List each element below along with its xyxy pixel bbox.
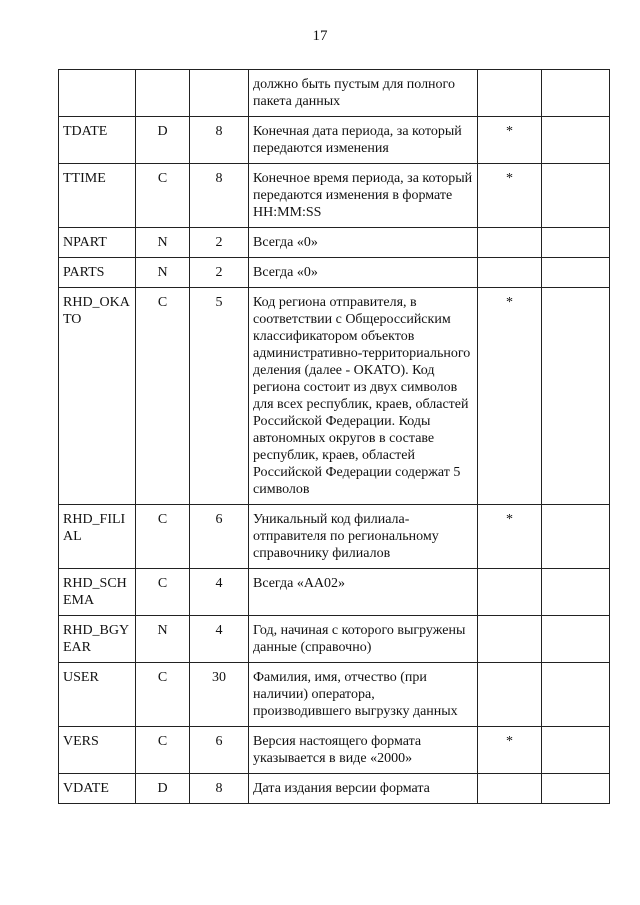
field-description-cell — [249, 70, 478, 117]
field-length-text: 8 — [215, 171, 223, 186]
field-type-text: N — [157, 235, 168, 250]
field-type-cell — [136, 616, 190, 663]
field-required-cell — [478, 505, 542, 569]
field-type-cell — [136, 164, 190, 228]
table-row — [59, 616, 610, 663]
field-length-cell — [190, 288, 249, 505]
field-name-cell — [59, 70, 136, 117]
field-description-cell — [249, 616, 478, 663]
table-row — [59, 258, 610, 288]
field-name-text: VDATE — [63, 781, 109, 796]
field-length-text: 4 — [215, 623, 223, 638]
field-type-text: C — [157, 670, 168, 685]
table-row — [59, 569, 610, 616]
field-note-cell — [542, 228, 610, 258]
table-row — [59, 70, 610, 117]
table-row — [59, 164, 610, 228]
field-length-text: 2 — [215, 265, 223, 280]
field-length-cell — [190, 569, 249, 616]
field-description-cell — [249, 117, 478, 164]
field-note-cell — [542, 117, 610, 164]
field-required-cell — [478, 228, 542, 258]
field-name-cell — [59, 288, 136, 505]
field-name-text: VERS — [63, 734, 99, 749]
table-row — [59, 228, 610, 258]
field-description-text: Фамилия, имя, отчество (при наличии) оператора, производившего выгрузку данных — [253, 670, 458, 719]
field-type-text: C — [157, 295, 168, 310]
field-description-cell — [249, 258, 478, 288]
field-description-cell — [249, 164, 478, 228]
field-description-cell — [249, 569, 478, 616]
field-name-cell — [59, 505, 136, 569]
field-description-text: должно быть пустым для полного пакета данных — [253, 77, 455, 109]
field-description-text: Всегда «0» — [253, 235, 318, 250]
field-length-cell — [190, 616, 249, 663]
field-name-cell — [59, 774, 136, 804]
field-required-text: * — [506, 124, 513, 139]
field-type-cell — [136, 228, 190, 258]
field-description-cell — [249, 774, 478, 804]
field-required-cell — [478, 70, 542, 117]
field-name-cell — [59, 616, 136, 663]
field-type-cell — [136, 288, 190, 505]
field-name-cell — [59, 228, 136, 258]
field-required-text: * — [506, 171, 513, 186]
field-name-text: RHD_BGYEAR — [63, 623, 130, 655]
field-name-cell — [59, 727, 136, 774]
field-type-text: C — [157, 576, 168, 591]
field-type-text: C — [157, 512, 168, 527]
field-length-text: 5 — [215, 295, 223, 310]
field-note-cell — [542, 774, 610, 804]
field-required-text: * — [506, 295, 513, 310]
field-required-cell — [478, 774, 542, 804]
field-note-cell — [542, 164, 610, 228]
field-description-text: Код региона отправителя, в соответствии с Общероссийским классификатором объектов административно-территориального деления (далее - ОКАТО). Код региона состоит из двух символов для всех республик, краев, областей Российской Федерации. Коды автономных округов в составе республик, краев, областей Российской Федерации содержат 5 символов — [253, 295, 471, 497]
field-length-cell — [190, 117, 249, 164]
field-note-cell — [542, 727, 610, 774]
field-name-text: RHD_SCHEMA — [63, 576, 127, 608]
field-name-text: TDATE — [63, 124, 108, 139]
field-length-cell — [190, 258, 249, 288]
field-required-cell — [478, 616, 542, 663]
field-length-text: 8 — [215, 781, 223, 796]
field-note-cell — [542, 663, 610, 727]
field-required-cell — [478, 727, 542, 774]
field-type-cell — [136, 569, 190, 616]
field-required-cell — [478, 258, 542, 288]
field-spec-table — [58, 69, 610, 804]
field-name-cell — [59, 569, 136, 616]
field-type-cell — [136, 727, 190, 774]
field-type-cell — [136, 774, 190, 804]
field-description-text: Конечная дата периода, за который передаются изменения — [253, 124, 462, 156]
field-type-cell — [136, 258, 190, 288]
field-length-cell — [190, 164, 249, 228]
field-type-text: N — [157, 623, 168, 638]
field-name-text: RHD_OKATO — [63, 295, 130, 327]
table-row — [59, 727, 610, 774]
field-name-text: RHD_FILIAL — [63, 512, 126, 544]
field-type-text: C — [157, 734, 168, 749]
field-description-text: Версия настоящего формата указывается в виде «2000» — [253, 734, 422, 766]
field-description-cell — [249, 505, 478, 569]
field-length-text: 6 — [215, 734, 223, 749]
field-name-cell — [59, 164, 136, 228]
field-type-cell — [136, 117, 190, 164]
table-row — [59, 117, 610, 164]
field-description-text: Конечное время периода, за который передаются изменения в формате HH:MM:SS — [253, 171, 473, 220]
table-row — [59, 288, 610, 505]
field-description-cell — [249, 228, 478, 258]
field-name-text: PARTS — [63, 265, 105, 280]
field-description-text: Уникальный код филиала-отправителя по региональному справочнику филиалов — [253, 512, 439, 561]
field-required-cell — [478, 569, 542, 616]
field-note-cell — [542, 288, 610, 505]
field-description-cell — [249, 727, 478, 774]
field-note-cell — [542, 70, 610, 117]
field-name-cell — [59, 117, 136, 164]
field-required-text: * — [506, 512, 513, 527]
field-description-cell — [249, 288, 478, 505]
field-length-text: 30 — [212, 670, 226, 685]
field-length-cell — [190, 774, 249, 804]
field-type-cell — [136, 663, 190, 727]
field-required-cell — [478, 117, 542, 164]
field-name-text: NPART — [63, 235, 107, 250]
field-length-cell — [190, 70, 249, 117]
field-description-text: Год, начиная с которого выгружены данные (справочно) — [253, 623, 466, 655]
field-length-cell — [190, 727, 249, 774]
field-name-cell — [59, 663, 136, 727]
field-note-cell — [542, 258, 610, 288]
field-name-text: TTIME — [63, 171, 106, 186]
field-type-cell — [136, 70, 190, 117]
field-required-cell — [478, 663, 542, 727]
field-required-cell — [478, 288, 542, 505]
field-description-cell — [249, 663, 478, 727]
field-length-text: 8 — [215, 124, 223, 139]
field-spec-table-body — [59, 70, 610, 804]
field-name-cell — [59, 258, 136, 288]
field-type-text: D — [157, 124, 168, 139]
field-description-text: Дата издания версии формата — [253, 781, 430, 796]
field-length-text: 6 — [215, 512, 223, 527]
field-length-cell — [190, 505, 249, 569]
field-required-text: * — [506, 734, 513, 749]
field-note-cell — [542, 505, 610, 569]
field-note-cell — [542, 569, 610, 616]
field-length-text: 4 — [215, 576, 223, 591]
field-type-cell — [136, 505, 190, 569]
page-number: 17 — [312, 28, 328, 44]
table-row — [59, 774, 610, 804]
field-type-text: N — [157, 265, 168, 280]
field-note-cell — [542, 616, 610, 663]
field-length-cell — [190, 663, 249, 727]
field-type-text: D — [157, 781, 168, 796]
field-name-text: USER — [63, 670, 99, 685]
table-row — [59, 663, 610, 727]
field-length-cell — [190, 228, 249, 258]
table-row — [59, 505, 610, 569]
field-type-text: C — [157, 171, 168, 186]
field-description-text: Всегда «0» — [253, 265, 318, 280]
field-description-text: Всегда «AA02» — [253, 576, 346, 591]
field-length-text: 2 — [215, 235, 223, 250]
field-required-cell — [478, 164, 542, 228]
